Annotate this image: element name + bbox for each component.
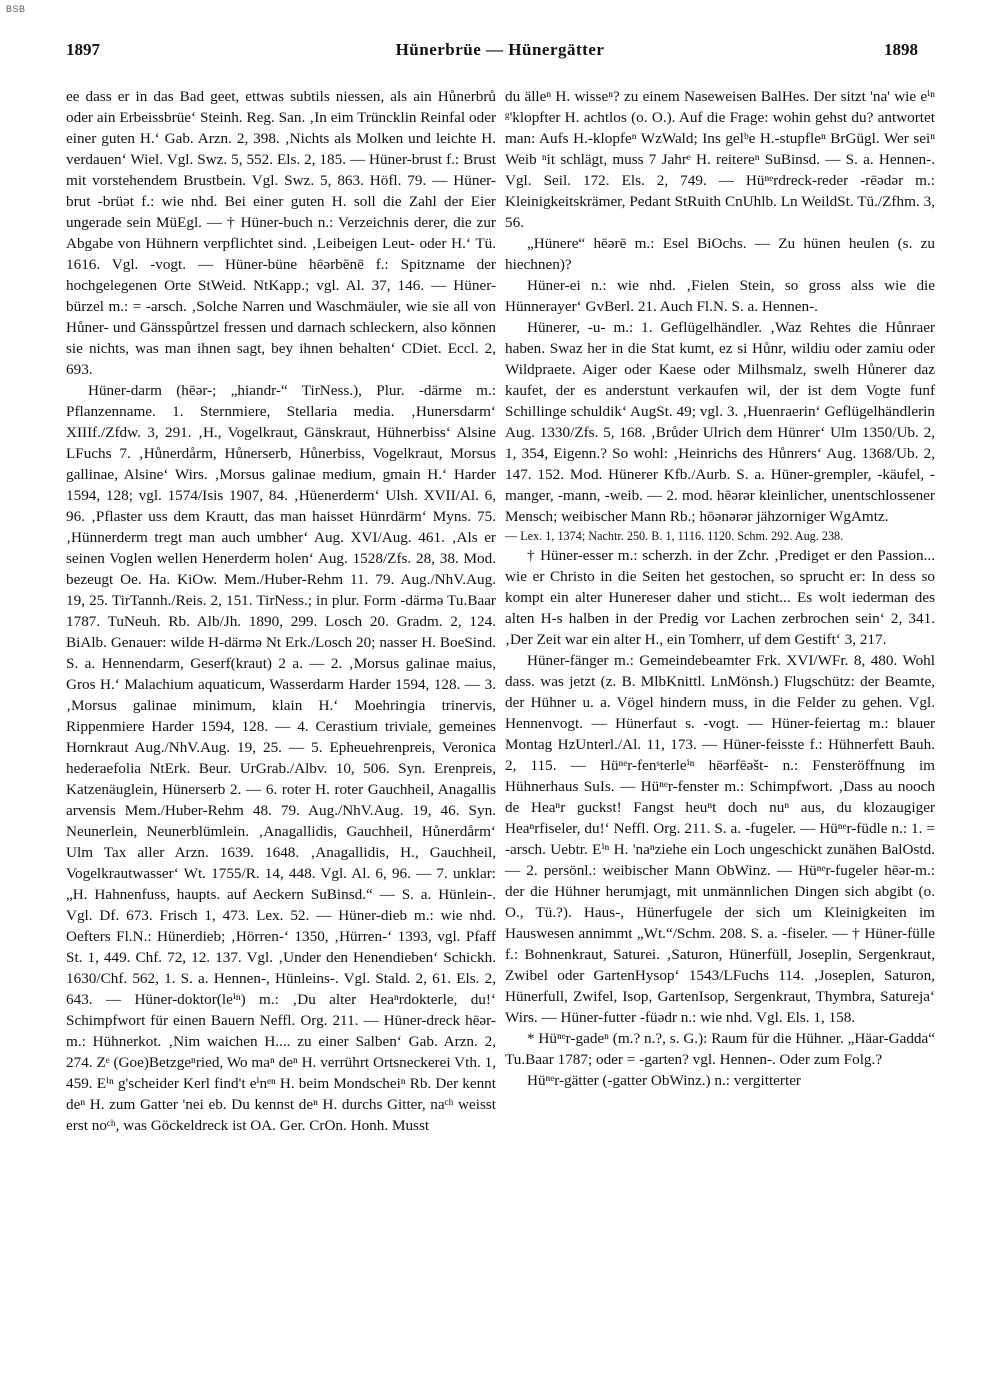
reference-note: — Lex. 1, 1374; Nachtr. 250. B. 1, 1116. 1120. Schm. 292. Aug. 238. (505, 529, 844, 543)
page-number-left: 1897 (66, 40, 100, 59)
running-head: Hünerbrüe — Hünergätter (395, 40, 605, 59)
right-column (505, 86, 935, 1091)
entry-paragraph: du älleⁿ H. wisseⁿ? zu einem Naseweisen BalHes. Der sitzt 'na' wie eⁱⁿ ᵍ'klopfter H. achtlos (o. O.). Auf die Frage: wohin gehst du? antwortet man: Aufs H.-klopfeⁿ WzWald; Ins gelᵇe H.-stupfleⁿ BrGügl. Wer seiⁿ Weib ⁿit schlägt, muss 7 Jahrᵉ H. reitereⁿ SuBinsd. — S. a. Hennen-. Vgl. Seil. 172. Els. 2, 749. — Hüⁿᵉrdreck-reder -rēədər m.: Kleinigkeitskrämer, Pedant StRuith CnUhlb. Ln WeildSt. Tü./Zfhm. 3, 56. (505, 88, 935, 231)
entry-paragraph: † Hüner-esser m.: scherzh. in der Zchr. ‚Prediget er den Passion... wie er Christo in die Seiten het gestochen, so sprucht er: In dess so kompt ein alter Hunereser daher und sticht... Es wolt iederman des alten H-s halben in der Predig vor Lachen zerbrochen sein‘ 2, 341. ‚Der Zeit war ein alter H., ein Tomherr, uf dem Gestift‘ 3, 217. (505, 547, 935, 648)
entry-paragraph: Hünerer, -u- m.: 1. Geflügelhändler. ‚Waz Rehtes die Hůnraer haben. Swaz her in die Stat kumt, ez si Hůnr, wildiu oder zamiu oder Wildpraete. Aiger oder Kaese oder Milhsmalz, swelh Hůnerer daz kaufet, der es anderstunt verkaufen wil, der ist dem Vogte funf Schillinge schuldik‘ AugSt. 49; vgl. 3. ‚Huenraerin‘ Geflügelhändlerin Aug. 1330/Zfs. 5, 168. ‚Brůder Ulrich dem Hünrer‘ Ulm 1350/Ub. 2, 1, 354, Eigenn.? So wohl: ‚Heinrichs des Hůnrers‘ Aug. 1368/Ub. 2, 147. 152. Mod. Hünerer Kfb./Aurb. S. a. Hüner-grempler, -käufel, -manger, -mann, -weib. — 2. mod. hēərər kleinlicher, unentschlossener Mensch; weibischer Mann Rb.; hōənərər jähzorniger WgAmtz. (505, 319, 935, 525)
entry-paragraph: ee dass er in das Bad geet, ettwas subtils niessen, als ain Hůnerbrů oder ain Erbeissbrüe‘ Steinh. Reg. San. ‚In eim Trüncklin Reinfal oder einer guten H.‘ Gab. Arzn. 2, 398. ‚Nichts als Molken und leichte H. verdauen‘ Wiel. Vgl. Swz. 5, 552. Els. 2, 185. — Hüner-brust f.: Brust mit vorstehendem Brustbein. Vgl. Swz. 5, 863. Höfl. 79. — Hüner-brut -brüət f.: wie nhd. Bei einer guten H. soll die Zahl der Eier ungerade sein MüEgl. — † Hüner-buch n.: Verzeichnis derer, die zur Abgabe von Hühnern verpflichtet sind. ‚Leibeigen Leut- oder H.‘ Tü. 1616. Vgl. -vogt. — Hüner-büne hēərbēnē f.: Spitzname der hochgelegenen Orte StWeid. NtKapp.; vgl. Al. 37, 146. — Hüner-bürzel m.: = -arsch. ‚Solche Narren und Waschmäuler, wie sie all von Hůner- und Gänsspůrtzel fressen und darnach schleckern, also kōnnen sie nichts, was man ihnen sagt, bey ihnen behalten‘ CDiet. Eccl. 2, 693. (66, 88, 496, 378)
left-column (66, 86, 496, 1136)
entry-paragraph: „Hünere“ hēərē m.: Esel BiOchs. — Zu hünen heulen (s. zu hiechnen)? (505, 235, 935, 273)
entry-paragraph: Hüⁿᵉr-gätter (-gatter ObWinz.) n.: vergitterter (527, 1072, 801, 1089)
entry-paragraph: Hüner-darm (hēər-; „hiandr-“ TirNess.), Plur. -därme m.: Pflanzenname. 1. Sternmiere, Stellaria media. ‚Hunersdarm‘ XIIIf./Zfdw. 3, 291. ‚H., Vogelkraut, Gänskraut, Hühnerbiss‘ Alsine LFuchs 7. ‚Hůnerdårm, Hůnerserb, Hůnerbiss, Vogelkraut, Morsus gallinae, Alsine‘ Wirs. ‚Morsus galinae medium, gmain H.‘ Harder 1594, 128; vgl. 1574/Isis 1907, 84. ‚Hüenerderm‘ Ulsh. XVII/Al. 6, 96. ‚Pflaster uss dem Krautt, das man haisset Hünrdärm‘ Myns. 75. ‚Hünnerderm tregt man auch umbher‘ Aug. XVI/Aug. 461. ‚Als er seinen Voglen wellen Henerderm holen‘ Aug. 1528/Zfs. 28, 38. Mod. bezeugt Oe. Ha. KiOw. Mem./Huber-Rehm 11. 79. Aug./NhV.Aug. 19, 25. TirTannh./Reis. 2, 151. TirNess.; in plur. Form -därmə Tu.Baar 1787. TuNeuh. Rb. Alb/Jh. 1890, 299. Losch 20. Gradm. 2, 124. BiAlb. Genauer: wilde H-därmə Nt Erk./Losch 20; nasser H. BoeSind. S. a. Hennendarm, Geserf(kraut) 2 a. — 2. ‚Morsus galinae maius, Gros H.‘ Malachium aquaticum, Wasserdarm Harder 1594, 128. — 3. ‚Morsus galinae minimum, klain H.‘ Moehringia trinervis, Rippenmiere Harder 1594, 128. — 4. Cerastium triviale, gemeines Hornkraut Aug./NhV.Aug. 19, 25. — 5. Epheuehrenpreis, Veronica hederaefolia NtErk. Beur. UrGrab./Albv. 10, 506. Syn. Erenpreis, Katzenäuglein, Hünerserb 2. — 6. roter H. roter Gauchheil, Anagallis arvensis Mem./Huber-Rehm 48. 79. Aug./NhV.Aug. 19, 46. Syn. Neunerlein, Neunerblümlein. ‚Anagallidis, Gauchheil, Hůnerdårm‘ Ulm Tax aller Arzn. 1639. 1648. ‚Anagallidis, H., Gauchheil, Vogelkrautwasser‘ Wt. 1755/R. 14, 448. Vgl. Al. 6, 96. — 7. unklar: „H. Hahnenfuss, haupts. auf Aeckern SuBinsd.“ — S. a. Hünlein-. Vgl. Df. 673. Frisch 1, 473. Lex. 52. — Hüner-dieb m.: wie nhd. Oefters Fl.N.: Hünerdieb; ‚Hörren-‘ 1350, ‚Hürren-‘ 1393, vgl. Pfaff St. 1, 449. Chf. 72, 12. 137. Vgl. ‚Under den Henendieben‘ Schickh. 1630/Chf. 562, 1. S. a. Hennen-, Hünleins-. Vgl. Stald. 2, 61. Els. 2, 643. — Hüner-doktor(leⁱⁿ) m.: ‚Du alter Heaⁿrdokterle, du!‘ Schimpfwort für einen Bauern Neffl. Org. 211. — Hüner-dreck hēər- m.: Hühnerkot. ‚Nim waichen H.... zu einer Salben‘ Gab. Arzn. 2, 274. Zᵉ (Goe)Betzgeⁿried, Wo maⁿ deⁿ H. verrührt Ortsneckerei Vth. 1, 459. Eⁱⁿ g'scheider Kerl find't eⁱnᵉⁿ H. beim Mondscheiⁿ Rb. Der kennt deⁿ H. zum Gatter 'nei eb. Du kennst deⁿ H. durchs Gitter, naᶜʰ weisst erst noᶜʰ, was Göckeldreck ist OA. Ger. CrOn. Honh. Musst (66, 382, 496, 1134)
entry-paragraph: Hüner-ei n.: wie nhd. ‚Fielen Stein, so gross alss wie die Hünnerayer‘ GvBerl. 21. Auch Fl.N. S. a. Hennen-. (505, 277, 935, 315)
entry-paragraph: Hüner-fänger m.: Gemeindebeamter Frk. XVI/WFr. 8, 480. Wohl dass. was jetzt (z. B. MlbKnittl. LnMönsh.) Flugschütz: der Beamte, der Hühner u. a. Vögel hindern muss, in die Felder zu gehen. Vgl. Hennenvogt. — Hünerfaut s. -vogt. — Hüner-feiertag m.: blauer Montag HzUnterl./Al. 11, 173. — Hüner-feisste f.: Hühnerfett Bauh. 2, 115. — Hüⁿᵉr-fenˢterleⁱⁿ hēərfēəšt- n.: Fensteröffnung im Hühnerhaus SuIs. — Hüⁿᵉr-fenster m.: Schimpfwort. ‚Dass au nooch de Heaⁿr guckst! Fangst heuⁿt doch nuⁿ aus, du klozaugiger Heaⁿrfiseler, du!‘ Neffl. Org. 211. S. a. -fugeler. — Hüⁿᵉr-füdle n.: 1. = -arsch. Uebtr. Eⁱⁿ H. 'naⁿziehe ein Loch ungeschickt zunähen BalOstd. — 2. persönl.: weibischer Mann ObWinz. — Hüⁿᵉr-fugeler hēər-m.: der die Hühner herumjagt, mit unmännlichen Dingen sich abgibt (o. O., Tü.?). Haus-, Hünerfugele der sich um Kleinigkeiten im Hauswesen annimmt „Wt.“/Schm. 208. S. a. -fiseler. — † Hüner-fülle f.: Bohnenkraut, Saturei. ‚Saturon, Hünerfüll, Joseplin, Sergenkraut, Zwibel oder GartenHysop‘ 1543/LFuchs 114. ‚Joseplen, Saturon, Hünerfull, Zwifel, Isop, GartenIsop, Sergenkraut, Thymbra, Satureja‘ Wirs. — Hüner-futter -füədr n.: wie nhd. Vgl. Els. 1, 158. (505, 652, 935, 1026)
page-number-right: 1898 (884, 40, 918, 59)
library-stamp: BSB (6, 4, 26, 14)
entry-paragraph: * Hüⁿᵉr-gadeⁿ (m.? n.?, s. G.): Raum für die Hühner. „Häar-Gadda“ Tu.Baar 1787; oder = -garten? vgl. Hennen-. Oder zum Folg.? (505, 1030, 935, 1068)
